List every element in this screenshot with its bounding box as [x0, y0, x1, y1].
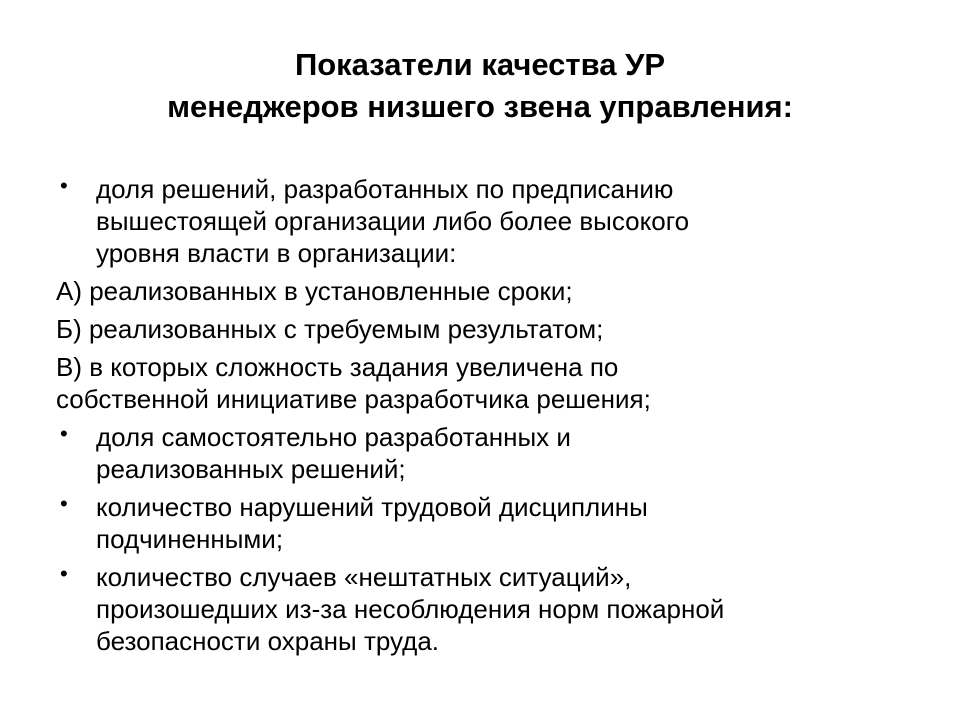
- list-subitem-line: Б) реализованных с требуемым результатом;: [56, 314, 604, 344]
- list-item-line: вышестоящей организации либо более высокого: [96, 206, 690, 236]
- list-item-line: уровня власти в организации:: [96, 238, 457, 268]
- list-item: [56, 561, 916, 657]
- list-item-line: безопасности охраны труда.: [96, 626, 440, 656]
- list-subitem: [56, 351, 916, 415]
- bullet-icon: •: [60, 491, 68, 516]
- list-item-line: доля решений, разработанных по предписанию: [96, 174, 674, 204]
- list-item-line: доля самостоятельно разработанных и: [96, 422, 571, 452]
- list-subitem: [56, 275, 916, 307]
- list-subitem-line: А) реализованных в установленные сроки;: [56, 276, 573, 306]
- list-item-line: реализованных решений;: [96, 454, 406, 484]
- slide-title: [0, 44, 960, 128]
- list-item-line: произошедших из-за несоблюдения норм пожарной: [96, 594, 725, 624]
- list-subitem-line: В) в которых сложность задания увеличена по: [56, 352, 619, 382]
- list-item: [56, 421, 916, 485]
- list-subitem-line: собственной инициативе разработчика решения;: [56, 384, 651, 414]
- bullet-icon: •: [60, 561, 68, 586]
- bullet-icon: •: [60, 173, 68, 198]
- list-item-line: количество нарушений трудовой дисциплины: [96, 492, 648, 522]
- list-item: [56, 491, 916, 555]
- list-item-line: подчиненными;: [96, 524, 284, 554]
- list-item-line: количество случаев «нештатных ситуаций»,: [96, 562, 632, 592]
- list-item: [56, 173, 916, 269]
- bullet-icon: •: [60, 421, 68, 446]
- list-subitem: [56, 313, 916, 345]
- slide-title-line-2: менеджеров низшего звена управления:: [167, 89, 793, 124]
- bullet-list: [56, 173, 916, 663]
- slide-title-line-1: Показатели качества УР: [294, 47, 666, 82]
